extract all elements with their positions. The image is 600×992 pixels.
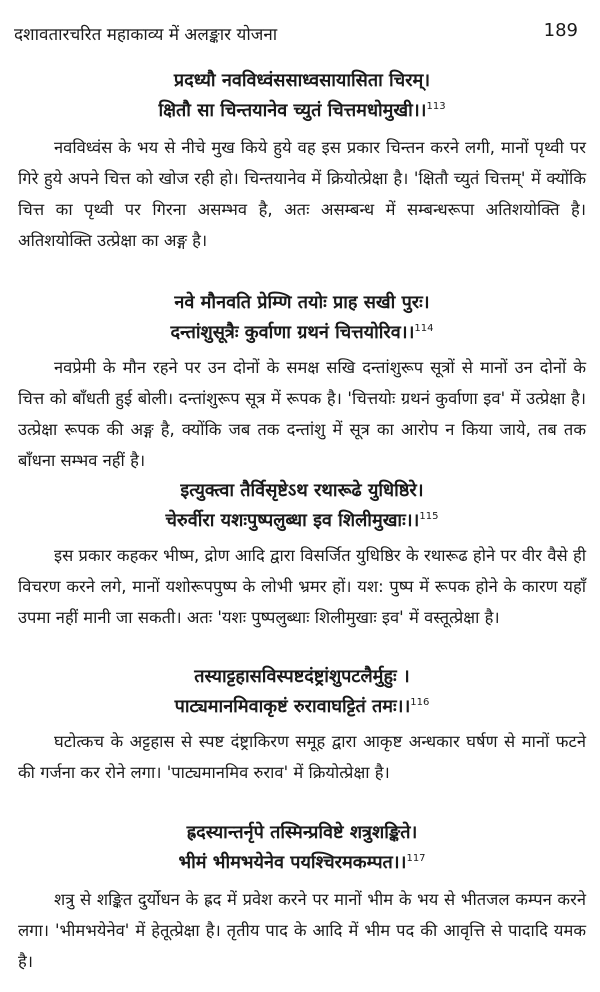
verse-line-2: पाट्यमानमिवाकृष्टं रुरावाघट्टितं तमः।।$^{116}$ xyxy=(174,696,430,717)
commentary-paragraph xyxy=(18,540,586,665)
verse-114 xyxy=(18,290,586,350)
verse-line-2: दन्तांशुसूत्रैः कुर्वाणा ग्रथनं चित्तयोरिव।।$^{114}$ xyxy=(170,322,434,343)
commentary-paragraph xyxy=(18,352,586,477)
commentary-text: शत्रु से शङ्कित दुर्योधन के ह्रद में प्रवेश करने पर मानों भीम के भय से भीतजल कम्पन करने लगा। 'भीमभयेनेव' में हेतूत्प्रेक्षा है। तृतीय पाद के आदि में भीम पद की आवृत्ति से पादादि यमक है। xyxy=(18,890,586,971)
footnote-ref: 114 xyxy=(414,323,434,334)
verse-line-1: इत्युक्त्वा तैर्विसृष्टेऽथ रथारूढे युधिष्ठिरे। xyxy=(180,480,424,501)
verse-113 xyxy=(18,68,586,128)
page-number: 189 xyxy=(543,20,578,41)
verse-line-1: प्रदध्यौ नवविध्वंससाध्वसायासिता चिरम्। xyxy=(173,70,431,91)
footnote-ref: 116 xyxy=(410,697,430,708)
verse-line-1: नवे मौनवति प्रेम्णि तयोः प्राह सखी पुरः। xyxy=(174,292,430,313)
commentary-paragraph xyxy=(18,884,586,984)
verse-117 xyxy=(18,820,586,880)
chapter-title: दशावतारचरित महाकाव्य में अलङ्कार योजना xyxy=(14,25,278,45)
verse-line-2: चेरुर्वीरा यशःपुष्पलुब्धा इव शिलीमुखाः।।$^{115}$ xyxy=(165,510,439,531)
commentary-text: नवप्रेमी के मौन रहने पर उन दोनों के समक्ष सखि दन्तांशुरूप सूत्रों से मानों उन दोनों के चित्त को बाँधती हुई बोली। दन्तांशुरूप सूत्र में रूपक है। 'चित्तयोः ग्रथनं कुर्वाणा इव' में उत्प्रेक्षा है। उत्प्रेक्षा रूपक की अङ्ग है, क्योंकि जब तक दन्तांशु में सूत्र का आरोप न किया जाये, तब तक बाँधना सम्भव नहीं है। xyxy=(18,358,586,470)
commentary-text: नवविध्वंस के भय से नीचे मुख किये हुये वह इस प्रकार चिन्तन करने लगी, मानों पृथ्वी पर गिरे हुये अपने चित्त को खोज रही हो। चिन्तयानेव में क्रियोत्प्रेक्षा है। 'क्षितौ च्युतं चित्तम्' में क्योंकि चित्त का पृथ्वी पर गिरना असम्भव है, अतः असम्बन्ध में सम्बन्धरूपा अतिशयोक्ति है। अतिशयोक्ति उत्प्रेक्षा का अङ्ग है। xyxy=(18,138,586,250)
verse-line-2: क्षितौ सा चिन्तयानेव च्युतं चित्तमधोमुखी।।$^{113}$ xyxy=(158,100,446,121)
commentary-text: इस प्रकार कहकर भीष्म, द्रोण आदि द्वारा विसर्जित युधिष्ठिर के रथारूढ होने पर वीर वैसे ही विचरण करने लगे, मानों यशोरूपपुष्प के लोभी भ्रमर हों। यश: पुष्प में रूपक होने के कारण यहाँ उपमा नहीं मानी जा सकती। अतः 'यशः पुष्पलुब्धाः शिलीमुखाः इव' में वस्तूत्प्रेक्षा है। xyxy=(18,546,586,627)
verse-line-2: भीमं भीमभयेनेव पयश्चिरमकम्पत।।$^{117}$ xyxy=(178,852,426,873)
commentary-text: घटोत्कच के अट्टहास से स्पष्ट दंष्ट्राकिरण समूह द्वारा आकृष्ट अन्धकार घर्षण से मानों फटने की गर्जना कर रोने लगा। 'पाट्यमानमिव रुराव' में क्रियोत्प्रेक्षा है। xyxy=(18,732,586,782)
footnote-ref: 117 xyxy=(406,853,426,864)
verse-line-1: तस्याट्टहासविस्पष्टदंष्ट्रांशुपटलैर्मुहुः । xyxy=(194,666,410,687)
footnote-ref: 113 xyxy=(426,101,446,112)
verse-116 xyxy=(18,664,586,724)
footnote-ref: 115 xyxy=(419,511,439,522)
verse-line-1: ह्रदस्यान्तर्नृपे तस्मिन्प्रविष्टे शत्रुशङ्किते। xyxy=(186,822,418,843)
verse-115 xyxy=(18,478,586,538)
commentary-paragraph xyxy=(18,132,586,292)
running-header xyxy=(14,16,578,52)
commentary-paragraph xyxy=(18,726,586,821)
